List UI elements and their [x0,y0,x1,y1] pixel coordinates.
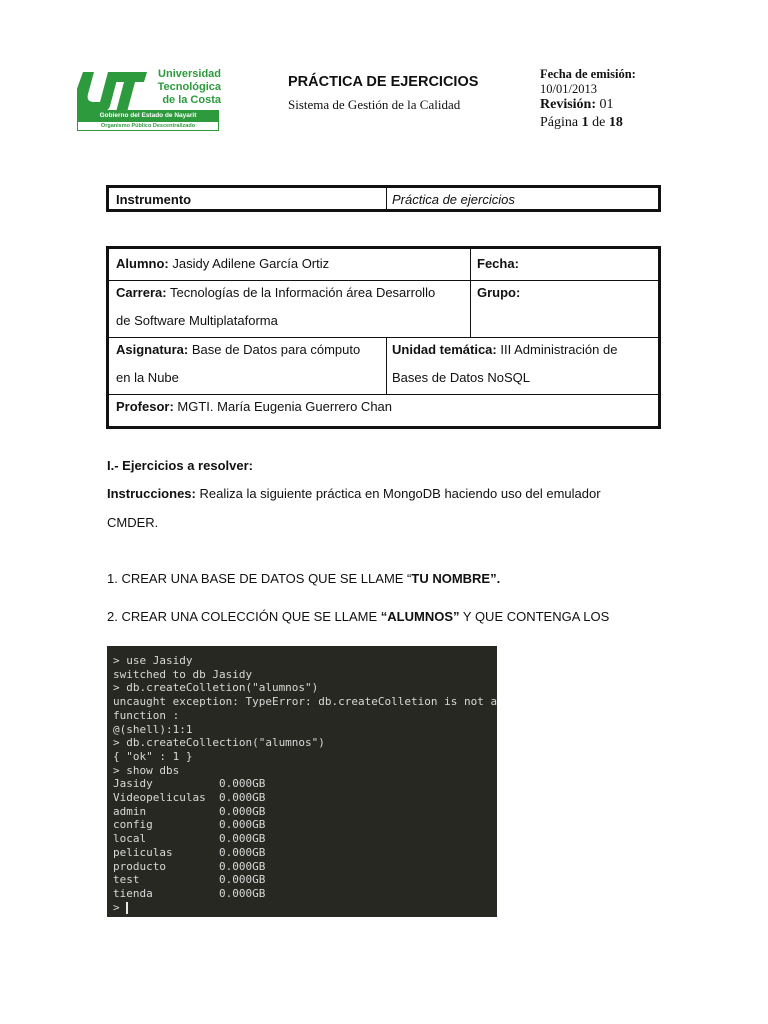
terminal-line: { "ok" : 1 } [113,749,193,763]
page-indicator [540,115,623,131]
document-subtitle: Sistema de Gestión de la Calidad [288,97,461,112]
unidad-value-line2: Bases de Datos NoSQL [392,370,531,385]
logo-government-bar: Gobierno del Estado de Nayarit [77,110,219,121]
unidad-cell [392,336,617,364]
terminal-line: > db.createColletion("alumnos") [113,681,319,695]
terminal-line: peliculas 0.000GB [113,845,266,859]
alumno-cell [116,250,329,278]
alumno-value: Jasidy Adilene García Ortiz [172,256,330,271]
exercise-2-text: 2. CREAR UNA COLECCIÓN QUE SE LLAME [107,609,381,624]
exercise-2-suffix: Y QUE CONTENGA LOS [459,609,610,624]
asignatura-cell [116,336,360,364]
issue-date-value: 10/01/2013 [540,82,597,96]
column-divider [470,249,471,337]
terminal-prompt: > [113,900,127,914]
revision-label: Revisión: [540,97,596,112]
terminal-line: > use Jasidy [113,654,193,667]
text-cursor [126,902,128,914]
terminal-screenshot [107,646,497,917]
document-title: PRÁCTICA DE EJERCICIOS [288,74,479,90]
instructions-text: Realiza la siguiente práctica en MongoDB haciendo uso del emulador [199,486,601,501]
instrument-label: Instrumento [116,192,192,207]
terminal-line: > db.createCollection("alumnos") [113,736,325,750]
page-total: 18 [608,115,623,130]
exercise-2 [107,609,609,624]
unidad-label: Unidad temática: [392,342,497,357]
profesor-value: MGTI. María Eugenia Guerrero Chan [177,399,393,414]
terminal-line: local 0.000GB [113,832,266,846]
terminal-line: uncaught exception: TypeError: db.createColletion is not a [113,695,497,709]
page-number: 1 [581,115,589,130]
grupo-cell [477,279,520,307]
student-info-table [106,246,661,429]
university-name: Universidad Tecnológica de la Costa [157,68,221,106]
profesor-label: Profesor: [116,399,174,414]
asignatura-value-line2: en la Nube [116,370,179,385]
terminal-line: admin 0.000GB [113,804,266,818]
terminal-line: tienda 0.000GB [113,886,266,900]
university-logo [77,68,219,130]
exercise-1-bold: TU NOMBRE”. [411,571,501,586]
carrera-value-line2: de Software Multiplataforma [116,313,278,328]
revision-value: 01 [599,97,614,112]
carrera-cell [116,279,435,307]
terminal-output [107,646,497,917]
terminal-line: test 0.000GB [113,873,266,887]
issue-date-label: Fecha de emisión: [540,67,636,81]
unidad-value: III Administración de [500,342,618,357]
fecha-cell [477,250,519,278]
logo-organism-bar: Organismo Público Descentralizado [77,121,219,131]
grupo-label: Grupo: [477,285,521,300]
carrera-label: Carrera: [116,285,167,300]
asignatura-label: Asignatura: [116,342,189,357]
exercise-1-text: 1. CREAR UNA BASE DE DATOS QUE SE LLAME “ [107,571,412,586]
alumno-label: Alumno: [116,256,169,271]
terminal-line: Videopeliculas 0.000GB [113,791,266,805]
section-heading: I.- Ejercicios a resolver: [107,458,253,473]
terminal-line: Jasidy 0.000GB [113,777,266,791]
instructions-label: Instrucciones: [107,486,196,501]
column-divider [386,337,387,394]
page-label: Página [540,115,579,130]
divider [386,188,387,209]
asignatura-value: Base de Datos para cómputo [191,342,361,357]
exercise-2-bold: “ALUMNOS” [380,609,460,624]
fecha-label: Fecha: [477,256,519,271]
instrument-box [106,185,661,212]
page-of: de [592,115,606,130]
terminal-line: function : [113,708,180,722]
profesor-cell [116,393,392,421]
instructions-text-line2: CMDER. [107,515,159,530]
revision [540,97,614,113]
terminal-line: producto 0.000GB [113,859,266,873]
ut-logo-icon [77,68,149,112]
exercise-1 [107,571,500,586]
instructions [107,486,601,501]
terminal-line: config 0.000GB [113,818,266,832]
instrument-value: Práctica de ejercicios [392,192,515,207]
terminal-line: > show dbs [113,763,180,777]
terminal-line: @(shell):1:1 [113,722,193,736]
terminal-line: switched to db Jasidy [113,667,253,681]
carrera-value: Tecnologías de la Información área Desarrollo [169,285,436,300]
